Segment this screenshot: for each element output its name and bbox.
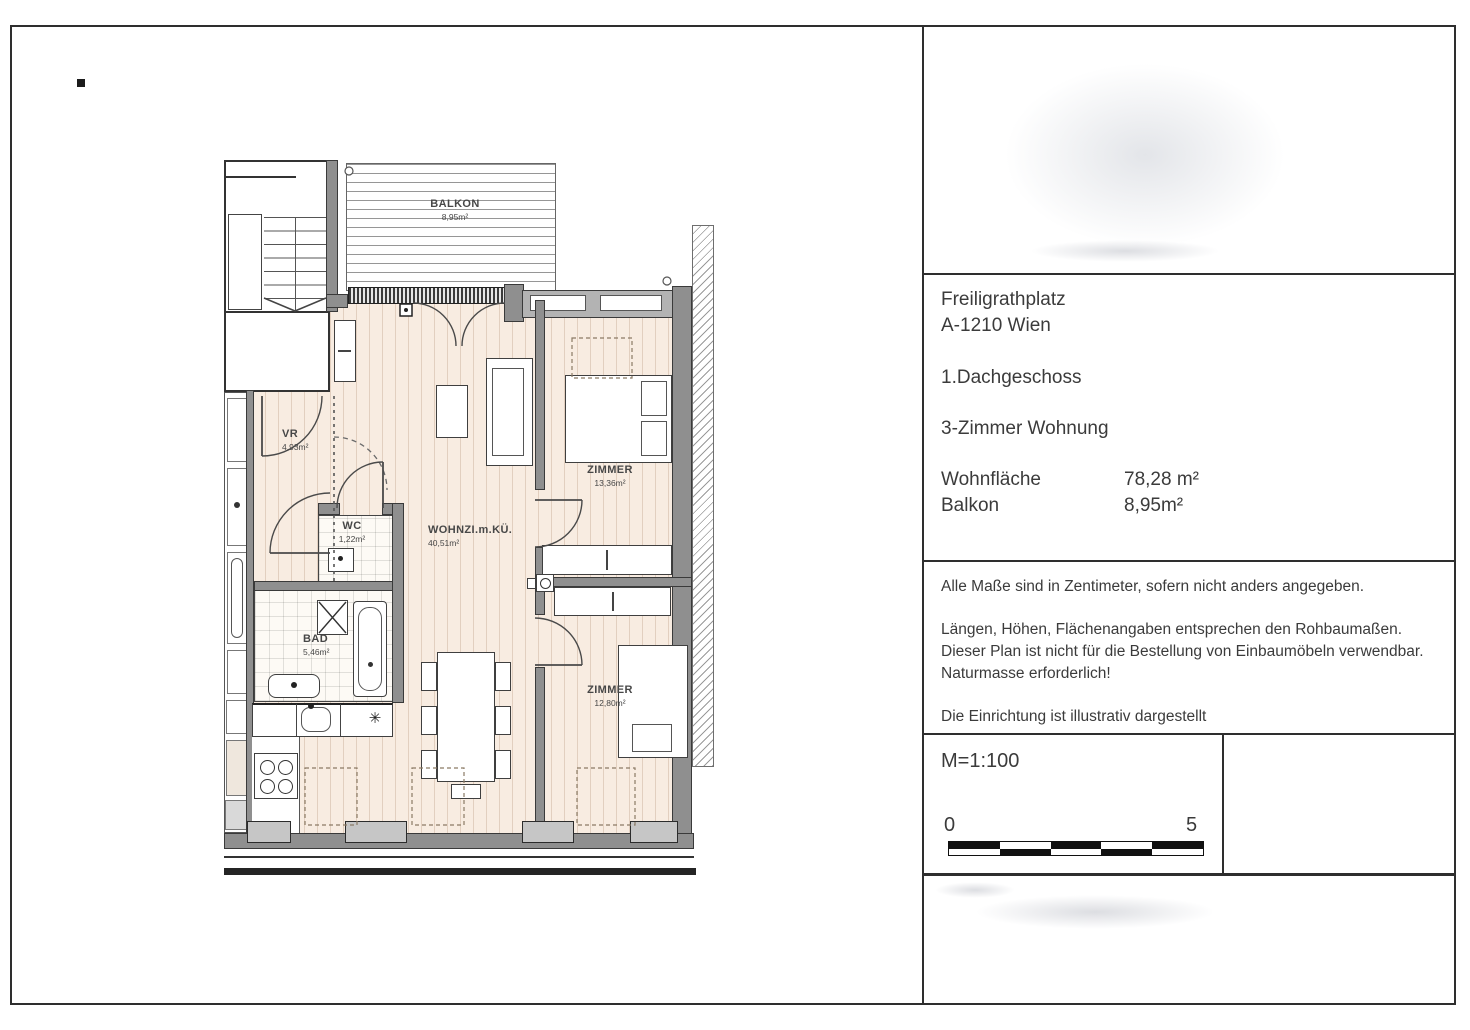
address-line-2: A-1210 Wien xyxy=(941,315,1051,336)
titleblock-divider-1 xyxy=(924,273,1454,275)
unit-type-label: 3-Zimmer Wohnung xyxy=(941,418,1109,439)
room-label-vr xyxy=(282,428,352,452)
living-area-label: Wohnfläche xyxy=(941,469,1041,490)
room-name: WC xyxy=(342,520,362,532)
note-line: Dieser Plan ist nicht für die Bestellung von Einbaumöbeln verwendbar. xyxy=(941,643,1424,660)
footer-redacted xyxy=(975,895,1215,929)
note-line: Naturmasse erforderlich! xyxy=(941,665,1111,682)
room-label-zimmer-2 xyxy=(560,684,660,708)
scale-section-divider xyxy=(1222,733,1224,873)
room-area: 13,36m² xyxy=(594,477,626,488)
balcony-area-value: 8,95m² xyxy=(1124,495,1184,516)
room-name: BALKON xyxy=(430,198,480,210)
note-line: Alle Maße sind in Zentimeter, sofern nicht anders angegeben. xyxy=(941,578,1365,595)
living-area-value: 78,28 m² xyxy=(1124,469,1199,490)
room-name: BAD xyxy=(303,633,329,645)
room-label-wohnzimmer xyxy=(428,524,538,548)
room-area: 12,80m² xyxy=(594,697,626,708)
titleblock-divider-4 xyxy=(924,873,1454,876)
room-area: 8,95m² xyxy=(441,211,469,222)
titleblock-divider-2 xyxy=(924,560,1454,562)
scale-bar-row-bottom xyxy=(949,849,1203,856)
floor-label: 1.Dachgeschoss xyxy=(941,367,1082,388)
address-line-1: Freiligrathplatz xyxy=(941,289,1066,310)
note-line: Längen, Höhen, Flächenangaben entsprechen den Rohbaumaßen. xyxy=(941,621,1403,638)
room-name: VR xyxy=(282,428,299,440)
titleblock-divider-3 xyxy=(924,733,1454,735)
titleblock-left-border xyxy=(922,25,924,1003)
room-name: WOHNZI.m.KÜ. xyxy=(428,524,513,536)
room-label-zimmer-1 xyxy=(560,464,660,488)
room-area: 5,46m² xyxy=(303,646,330,657)
note-line: Die Einrichtung ist illustrativ dargestellt xyxy=(941,708,1207,725)
scale-label: M=1:100 xyxy=(941,750,1020,772)
room-label-bad xyxy=(303,633,373,657)
room-area: 40,51m² xyxy=(428,537,460,548)
scalebar-start-label: 0 xyxy=(944,814,956,836)
scalebar-end-label: 5 xyxy=(1186,814,1198,836)
logo-caption-redacted xyxy=(1030,240,1220,262)
balcony-area-label: Balkon xyxy=(941,495,1000,516)
room-area: 4,93m² xyxy=(282,441,309,452)
footer-redacted-2 xyxy=(935,882,1015,898)
logo-redacted xyxy=(1000,60,1290,250)
room-label-balkon xyxy=(405,198,505,222)
room-label-wc xyxy=(322,520,382,544)
room-name: ZIMMER xyxy=(587,684,633,696)
scale-bar xyxy=(948,841,1204,856)
notes-block xyxy=(941,576,1441,728)
kitchen-hob-symbol: ✳ xyxy=(368,710,382,727)
room-area: 1,22m² xyxy=(338,533,366,544)
room-name: ZIMMER xyxy=(587,464,633,476)
